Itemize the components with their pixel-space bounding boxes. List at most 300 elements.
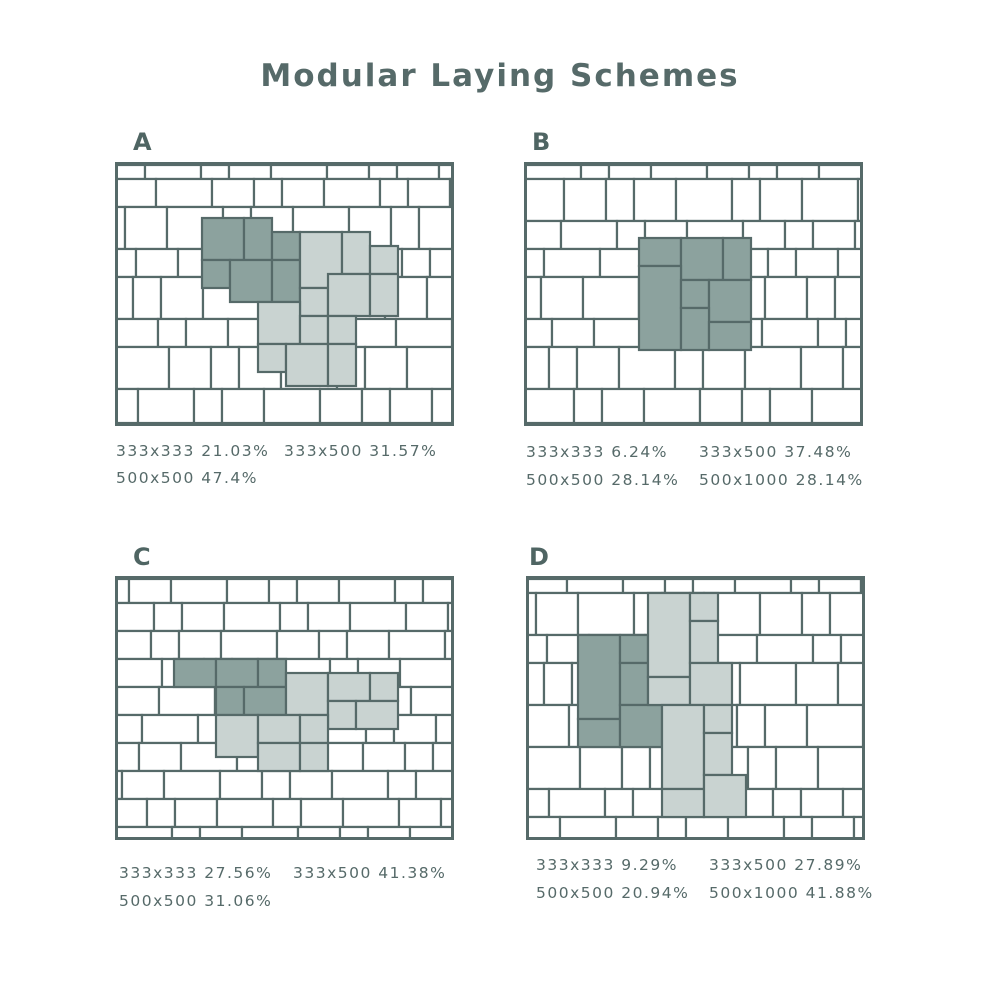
- tile-white: [858, 179, 860, 221]
- tile-white: [271, 165, 327, 179]
- tile-white: [430, 249, 451, 277]
- tile-highlight-dark: [620, 705, 662, 747]
- page-title: Modular Laying Schemes: [260, 58, 740, 94]
- tile-white: [785, 221, 813, 249]
- tile-white: [419, 207, 451, 249]
- tile-white: [748, 747, 776, 789]
- tile-white: [838, 663, 862, 705]
- tile-white: [118, 347, 169, 389]
- tile-white: [282, 179, 324, 207]
- scheme-d-stat-2: 333x500 27.89%: [709, 856, 863, 874]
- tile-white: [561, 221, 617, 249]
- tile-white: [651, 165, 707, 179]
- tile-white: [623, 579, 665, 593]
- tile-white: [527, 249, 544, 277]
- tile-highlight-dark: [681, 238, 723, 280]
- tile-highlight-light: [328, 316, 356, 344]
- tile-highlight-light: [286, 673, 328, 715]
- scheme-c-stat-2: 333x500 41.38%: [293, 864, 447, 882]
- scheme-d-stat-4: 500x1000 41.88%: [709, 884, 874, 902]
- tile-highlight-light: [258, 344, 286, 372]
- tile-white: [194, 389, 222, 423]
- tile-white: [728, 817, 784, 837]
- tile-highlight-light: [704, 775, 746, 817]
- tile-white: [450, 179, 451, 207]
- tile-white: [151, 631, 179, 659]
- scheme-a-stat-3: 500x500 47.4%: [116, 469, 259, 487]
- scheme-b-stat-1: 333x333 6.24%: [526, 443, 669, 461]
- tile-white: [400, 659, 451, 687]
- tile-white: [264, 389, 320, 423]
- tile-white: [760, 593, 802, 635]
- tile-white: [158, 319, 186, 347]
- tile-white: [686, 817, 728, 837]
- tile-white: [835, 277, 860, 319]
- tile-white: [212, 179, 254, 207]
- tile-white: [324, 179, 380, 207]
- tile-white: [644, 389, 700, 423]
- tile-white: [564, 179, 606, 221]
- tile-highlight-dark: [709, 322, 751, 350]
- tile-white: [770, 389, 812, 423]
- tile-white: [118, 743, 139, 771]
- tile-white: [169, 347, 211, 389]
- tile-white: [171, 579, 227, 603]
- scheme-c-label: C: [133, 543, 151, 571]
- tile-highlight-light: [648, 677, 690, 705]
- tile-white: [363, 743, 405, 771]
- tile-white: [791, 579, 819, 593]
- tile-highlight-light: [704, 705, 732, 733]
- scheme-a-stat-1: 333x333 21.03%: [116, 442, 270, 460]
- scheme-a-stat-2: 333x500 31.57%: [284, 442, 438, 460]
- tile-white: [433, 743, 451, 771]
- tile-white: [807, 277, 835, 319]
- tile-white: [527, 221, 561, 249]
- scheme-c-stat-1: 333x333 27.56%: [119, 864, 273, 882]
- tile-white: [222, 389, 264, 423]
- tile-white: [529, 635, 547, 663]
- tile-highlight-dark: [244, 218, 272, 260]
- tile-white: [118, 631, 151, 659]
- scheme-a-label: A: [133, 128, 152, 156]
- tile-white: [745, 347, 801, 389]
- tile-white: [390, 389, 432, 423]
- tile-white: [125, 207, 167, 249]
- tile-white: [658, 817, 686, 837]
- tile-highlight-dark: [578, 635, 620, 719]
- tile-white: [801, 789, 843, 817]
- tile-white: [818, 747, 862, 789]
- tile-white: [541, 277, 583, 319]
- tile-highlight-light: [328, 673, 370, 701]
- tile-white: [619, 347, 675, 389]
- tile-white: [544, 663, 572, 705]
- tile-white: [536, 593, 578, 635]
- tile-white: [340, 827, 368, 837]
- tile-white: [676, 179, 732, 221]
- tile-white: [118, 389, 138, 423]
- tile-highlight-light: [328, 344, 356, 386]
- tile-highlight-light: [662, 789, 704, 817]
- tile-highlight-dark: [216, 659, 258, 687]
- tile-white: [665, 579, 693, 593]
- tile-white: [740, 663, 796, 705]
- tile-white: [389, 631, 445, 659]
- tile-white: [812, 817, 854, 837]
- tile-highlight-light: [704, 733, 732, 775]
- tile-white: [388, 771, 416, 799]
- tile-white: [830, 593, 862, 635]
- tile-white: [768, 249, 796, 277]
- tile-white: [118, 165, 145, 179]
- tile-highlight-light: [300, 743, 328, 771]
- tile-white: [700, 389, 742, 423]
- tile-white: [273, 799, 301, 827]
- tile-white: [549, 347, 577, 389]
- tile-highlight-dark: [709, 280, 751, 322]
- tile-highlight-dark: [620, 635, 648, 663]
- tile-white: [616, 817, 658, 837]
- tile-white: [327, 165, 369, 179]
- scheme-d-tiles: [529, 579, 862, 837]
- tile-highlight-light: [370, 274, 398, 316]
- tile-white: [567, 579, 623, 593]
- tile-white: [527, 277, 541, 319]
- tile-white: [448, 603, 451, 631]
- tile-white: [154, 603, 182, 631]
- tile-white: [760, 179, 802, 221]
- tile-white: [118, 659, 162, 687]
- tile-white: [762, 319, 818, 347]
- scheme-d-stat-3: 500x500 20.94%: [536, 884, 690, 902]
- tile-white: [391, 207, 419, 249]
- tile-white: [846, 319, 860, 347]
- tile-white: [396, 319, 451, 347]
- tile-highlight-light: [370, 673, 398, 701]
- tile-highlight-light: [690, 593, 718, 621]
- tile-white: [394, 715, 436, 743]
- tile-highlight-dark: [216, 687, 244, 715]
- tile-white: [159, 687, 215, 715]
- tile-highlight-dark: [202, 218, 244, 260]
- tile-white: [399, 799, 441, 827]
- tile-white: [439, 165, 451, 179]
- tile-white: [319, 631, 347, 659]
- tile-highlight-light: [216, 715, 258, 757]
- tile-white: [807, 705, 862, 747]
- tile-white: [332, 771, 388, 799]
- tile-highlight-light: [258, 743, 300, 771]
- tile-white: [350, 603, 406, 631]
- tile-white: [529, 705, 569, 747]
- tile-highlight-dark: [620, 663, 648, 705]
- tile-white: [179, 631, 221, 659]
- tile-white: [765, 277, 807, 319]
- scheme-c-tiles: [118, 579, 451, 837]
- tile-white: [703, 347, 745, 389]
- tile-white: [843, 347, 860, 389]
- tile-white: [812, 389, 860, 423]
- tile-highlight-dark: [681, 280, 709, 308]
- tile-white: [693, 579, 735, 593]
- scheme-c-stat-3: 500x500 31.06%: [119, 892, 273, 910]
- tile-white: [529, 817, 560, 837]
- tile-white: [175, 799, 217, 827]
- tile-white: [819, 579, 861, 593]
- tile-white: [339, 579, 395, 603]
- tile-white: [227, 579, 269, 603]
- tile-white: [277, 631, 319, 659]
- tile-white: [411, 687, 451, 715]
- tile-white: [777, 165, 819, 179]
- tile-white: [211, 347, 239, 389]
- tile-white: [838, 249, 860, 277]
- tile-white: [583, 277, 639, 319]
- tile-white: [118, 715, 142, 743]
- tile-white: [529, 789, 549, 817]
- tile-white: [776, 747, 818, 789]
- tile-white: [139, 743, 181, 771]
- tile-white: [843, 789, 862, 817]
- tile-white: [308, 603, 350, 631]
- tile-white: [773, 789, 801, 817]
- tile-white: [578, 593, 634, 635]
- tile-white: [560, 817, 616, 837]
- tile-white: [200, 827, 242, 837]
- tile-white: [600, 249, 642, 277]
- tile-white: [796, 249, 838, 277]
- tile-white: [527, 389, 574, 423]
- tile-white: [408, 179, 450, 207]
- tile-white: [527, 165, 581, 179]
- tile-white: [156, 179, 212, 207]
- tile-white: [220, 771, 262, 799]
- scheme-b-pattern: [524, 162, 863, 426]
- tile-white: [742, 389, 770, 423]
- tile-white: [606, 179, 634, 221]
- tile-highlight-light: [300, 316, 328, 344]
- tile-white: [242, 827, 298, 837]
- tile-highlight-dark: [202, 260, 230, 288]
- tile-highlight-light: [690, 621, 718, 663]
- tile-white: [802, 593, 830, 635]
- tile-white: [574, 389, 602, 423]
- tile-white: [118, 799, 147, 827]
- tile-highlight-light: [286, 344, 328, 386]
- tile-highlight-light: [370, 246, 398, 274]
- scheme-b-stat-2: 333x500 37.48%: [699, 443, 853, 461]
- tile-white: [707, 165, 749, 179]
- tile-highlight-light: [356, 701, 398, 729]
- scheme-b-stat-3: 500x500 28.14%: [526, 471, 680, 489]
- tile-white: [405, 743, 433, 771]
- tile-highlight-light: [258, 302, 300, 344]
- tile-white: [527, 179, 564, 221]
- tile-white: [118, 827, 172, 837]
- tile-white: [118, 179, 156, 207]
- tile-white: [164, 771, 220, 799]
- tile-white: [402, 249, 430, 277]
- tile-white: [217, 799, 273, 827]
- tile-white: [269, 579, 297, 603]
- tile-white: [735, 579, 791, 593]
- tile-white: [529, 663, 544, 705]
- tile-highlight-light: [690, 663, 732, 705]
- tile-highlight-dark: [272, 232, 300, 260]
- tile-white: [749, 165, 777, 179]
- tile-white: [427, 277, 451, 319]
- tile-white: [605, 789, 633, 817]
- tile-white: [527, 319, 552, 347]
- tile-white: [380, 179, 408, 207]
- tile-highlight-light: [328, 274, 370, 316]
- tile-white: [280, 603, 308, 631]
- tile-white: [301, 799, 343, 827]
- tile-white: [527, 347, 549, 389]
- scheme-a-tiles: [118, 165, 451, 423]
- tile-white: [622, 747, 650, 789]
- tile-white: [819, 165, 860, 179]
- tile-white: [147, 799, 175, 827]
- tile-highlight-light: [648, 593, 690, 677]
- scheme-d-label: D: [529, 543, 549, 571]
- tile-white: [737, 705, 765, 747]
- tile-white: [354, 319, 396, 347]
- tile-white: [436, 715, 451, 743]
- tile-white: [122, 771, 164, 799]
- tile-white: [343, 799, 399, 827]
- tile-white: [432, 389, 451, 423]
- tile-white: [347, 631, 389, 659]
- tile-white: [715, 635, 757, 663]
- tile-highlight-light: [258, 715, 300, 743]
- tile-highlight-light: [328, 701, 356, 729]
- tile-highlight-dark: [578, 719, 620, 747]
- tile-white: [186, 319, 228, 347]
- tile-white: [854, 817, 862, 837]
- tile-white: [145, 165, 201, 179]
- tile-white: [201, 165, 229, 179]
- tile-highlight-dark: [681, 308, 709, 350]
- tile-highlight-light: [342, 232, 370, 274]
- tile-white: [129, 579, 171, 603]
- scheme-c-pattern: [115, 576, 454, 840]
- tile-white: [552, 319, 594, 347]
- tile-white: [406, 603, 448, 631]
- tile-white: [362, 389, 390, 423]
- tile-white: [580, 747, 622, 789]
- tile-white: [368, 827, 410, 837]
- tile-highlight-dark: [272, 260, 300, 302]
- tile-highlight-dark: [639, 238, 681, 266]
- tile-white: [224, 603, 280, 631]
- tile-white: [732, 179, 760, 221]
- tile-white: [423, 579, 451, 603]
- tile-white: [801, 347, 843, 389]
- tile-white: [133, 277, 161, 319]
- tile-white: [410, 827, 451, 837]
- tile-white: [407, 347, 451, 389]
- tile-highlight-dark: [723, 238, 751, 280]
- tile-white: [861, 579, 862, 593]
- tile-white: [221, 631, 277, 659]
- scheme-b-tiles: [527, 165, 860, 423]
- tile-white: [262, 771, 290, 799]
- tile-white: [416, 771, 451, 799]
- scheme-a-pattern: [115, 162, 454, 426]
- tile-white: [581, 165, 609, 179]
- tile-white: [675, 347, 703, 389]
- tile-white: [397, 165, 439, 179]
- tile-white: [118, 687, 159, 715]
- tile-white: [290, 771, 332, 799]
- scheme-d-stat-1: 333x333 9.29%: [536, 856, 679, 874]
- tile-white: [118, 579, 129, 603]
- tile-highlight-dark: [258, 659, 286, 687]
- tile-white: [118, 603, 154, 631]
- tile-white: [813, 635, 841, 663]
- scheme-d-pattern: [526, 576, 865, 840]
- tile-highlight-dark: [244, 687, 286, 715]
- tile-highlight-light: [662, 705, 704, 789]
- tile-white: [118, 277, 133, 319]
- tile-highlight-light: [300, 288, 328, 316]
- tile-white: [172, 827, 200, 837]
- tile-white: [784, 817, 812, 837]
- tile-white: [138, 389, 194, 423]
- tile-white: [802, 179, 858, 221]
- tile-white: [369, 165, 397, 179]
- tile-white: [577, 347, 619, 389]
- tile-white: [549, 789, 605, 817]
- tile-highlight-light: [300, 715, 328, 743]
- tile-white: [855, 221, 860, 249]
- tile-white: [136, 249, 178, 277]
- tile-white: [142, 715, 198, 743]
- tile-white: [796, 663, 838, 705]
- tile-white: [445, 631, 451, 659]
- tile-white: [395, 579, 423, 603]
- tile-white: [602, 389, 644, 423]
- tile-white: [544, 249, 600, 277]
- tile-white: [118, 319, 158, 347]
- tile-white: [254, 179, 282, 207]
- tile-white: [529, 579, 567, 593]
- tile-white: [813, 221, 855, 249]
- tile-white: [841, 635, 862, 663]
- tile-highlight-dark: [230, 260, 272, 302]
- tile-white: [297, 579, 339, 603]
- tile-white: [529, 747, 580, 789]
- tile-white: [757, 635, 813, 663]
- tile-white: [634, 179, 676, 221]
- tile-highlight-dark: [174, 659, 216, 687]
- tile-white: [182, 603, 224, 631]
- tile-white: [161, 277, 203, 319]
- tile-white: [365, 347, 407, 389]
- tile-white: [320, 389, 362, 423]
- tile-white: [609, 165, 651, 179]
- tile-white: [441, 799, 451, 827]
- scheme-b-stat-4: 500x1000 28.14%: [699, 471, 864, 489]
- tile-white: [298, 827, 340, 837]
- tile-white: [818, 319, 846, 347]
- tile-white: [229, 165, 271, 179]
- tile-highlight-dark: [639, 266, 681, 350]
- scheme-b-label: B: [532, 128, 551, 156]
- tile-white: [765, 705, 807, 747]
